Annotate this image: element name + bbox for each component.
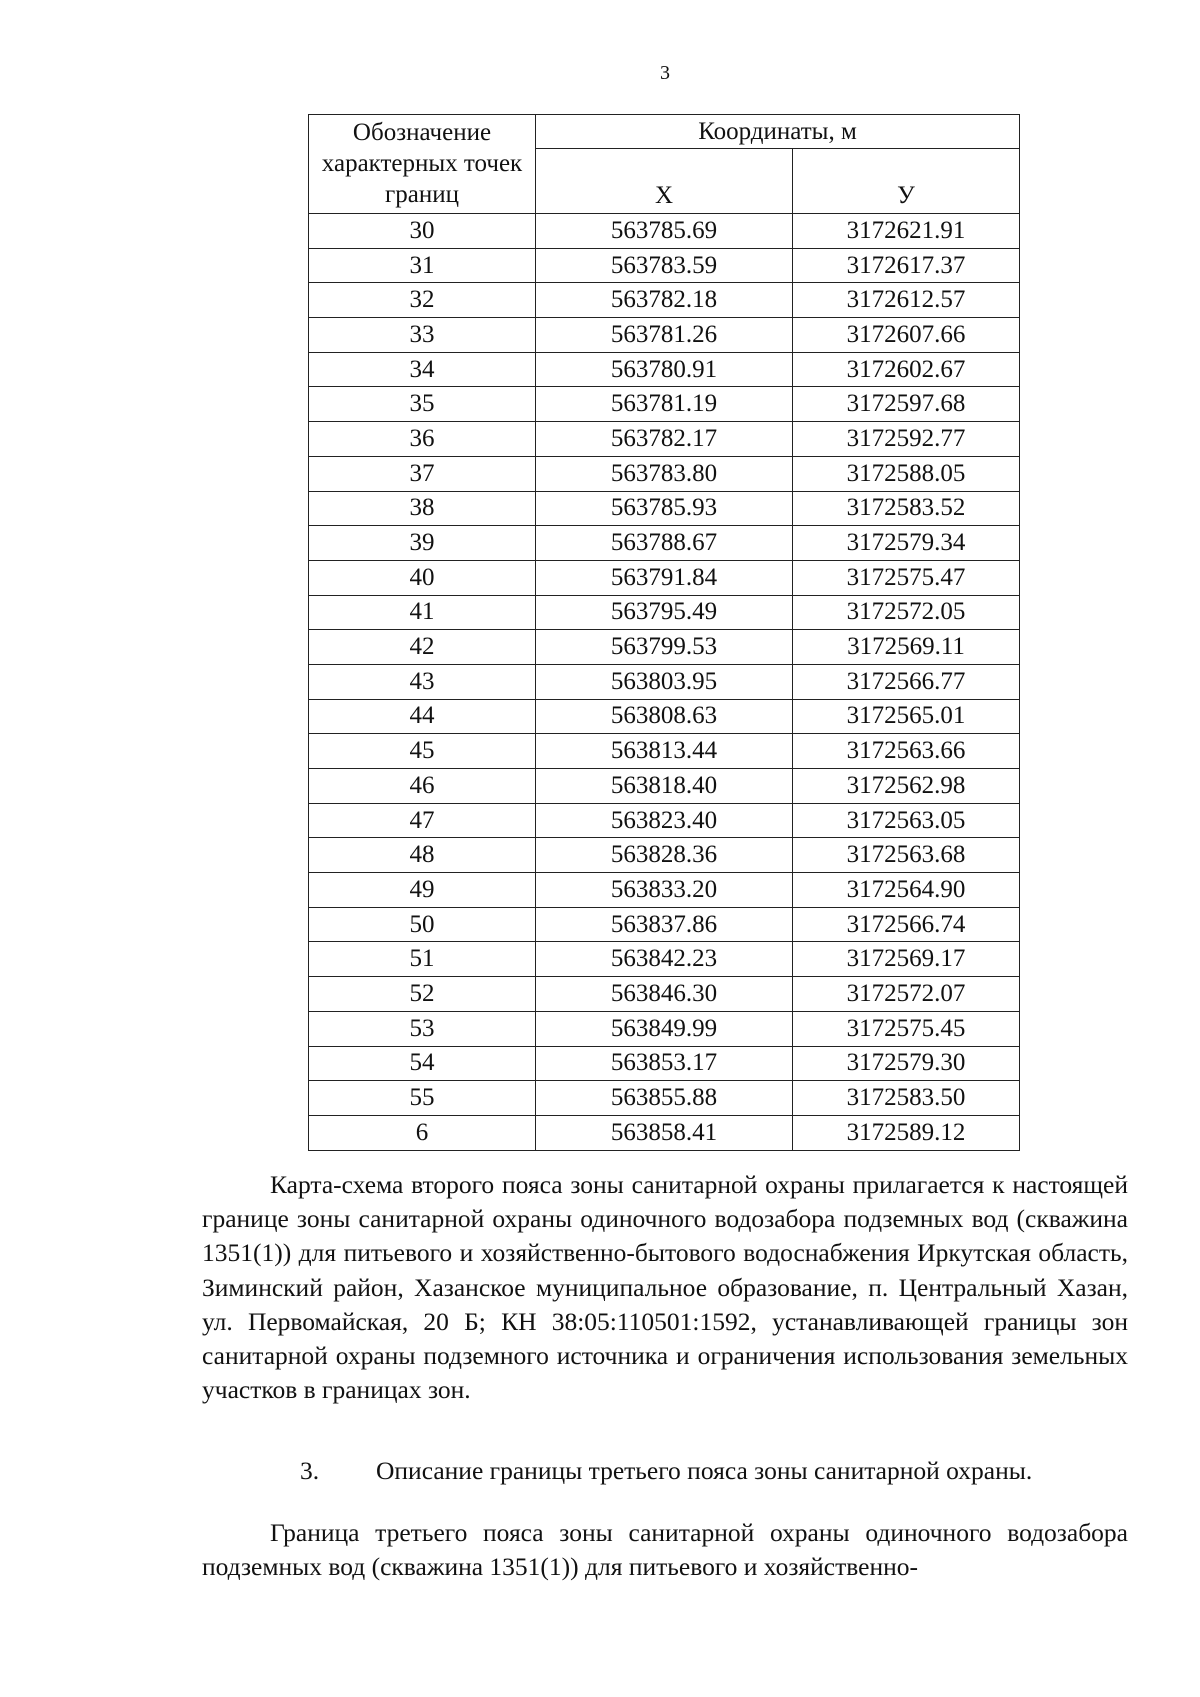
cell-x: 563782.18 — [536, 283, 793, 318]
table-row — [309, 873, 1020, 908]
table-row — [309, 734, 1020, 769]
table-row — [309, 630, 1020, 665]
cell-x: 563823.40 — [536, 803, 793, 838]
cell-point: 34 — [309, 352, 536, 387]
cell-point: 37 — [309, 456, 536, 491]
table-row — [309, 387, 1020, 422]
coordinates-table — [308, 114, 1020, 1151]
table-row — [309, 1081, 1020, 1116]
cell-x: 563853.17 — [536, 1046, 793, 1081]
cell-x: 563785.69 — [536, 214, 793, 249]
cell-x: 563803.95 — [536, 664, 793, 699]
table-row — [309, 214, 1020, 249]
cell-x: 563783.59 — [536, 248, 793, 283]
header-x: Х — [536, 149, 793, 214]
cell-y: 3172583.52 — [793, 491, 1020, 526]
cell-y: 3172564.90 — [793, 873, 1020, 908]
table-row — [309, 838, 1020, 873]
cell-x: 563858.41 — [536, 1115, 793, 1150]
cell-point: 41 — [309, 595, 536, 630]
cell-y: 3172597.68 — [793, 387, 1020, 422]
table-row — [309, 942, 1020, 977]
cell-point: 36 — [309, 422, 536, 457]
header-coordinates: Координаты, м — [536, 115, 1020, 149]
table-row — [309, 595, 1020, 630]
table-row — [309, 664, 1020, 699]
cell-point: 47 — [309, 803, 536, 838]
table-row — [309, 907, 1020, 942]
cell-point: 54 — [309, 1046, 536, 1081]
cell-x: 563846.30 — [536, 977, 793, 1012]
paragraph-text: Граница третьего пояса зоны санитарной охраны одиночного водозабора подземных вод (скважина 1351(1)) для питьевого и хозяйственно- — [202, 1518, 1128, 1582]
cell-point: 45 — [309, 734, 536, 769]
cell-x: 563837.86 — [536, 907, 793, 942]
cell-x: 563781.26 — [536, 318, 793, 353]
cell-x: 563808.63 — [536, 699, 793, 734]
cell-x: 563828.36 — [536, 838, 793, 873]
table-row — [309, 803, 1020, 838]
cell-y: 3172621.91 — [793, 214, 1020, 249]
paragraph-third-zone — [202, 1516, 1128, 1584]
cell-x: 563780.91 — [536, 352, 793, 387]
cell-y: 3172575.47 — [793, 560, 1020, 595]
cell-y: 3172617.37 — [793, 248, 1020, 283]
cell-x: 563818.40 — [536, 769, 793, 804]
cell-y: 3172569.17 — [793, 942, 1020, 977]
section-number: 3. — [300, 1456, 320, 1485]
table-row — [309, 422, 1020, 457]
page-number: 3 — [660, 62, 670, 84]
cell-y: 3172565.01 — [793, 699, 1020, 734]
cell-y: 3172562.98 — [793, 769, 1020, 804]
table-body — [309, 214, 1020, 1151]
cell-y: 3172563.05 — [793, 803, 1020, 838]
cell-y: 3172572.07 — [793, 977, 1020, 1012]
cell-x: 563781.19 — [536, 387, 793, 422]
cell-x: 563788.67 — [536, 526, 793, 561]
cell-point: 40 — [309, 560, 536, 595]
cell-y: 3172579.30 — [793, 1046, 1020, 1081]
paragraph-map-scheme — [202, 1168, 1128, 1407]
cell-y: 3172563.68 — [793, 838, 1020, 873]
cell-point: 6 — [309, 1115, 536, 1150]
cell-point: 53 — [309, 1011, 536, 1046]
cell-y: 3172579.34 — [793, 526, 1020, 561]
cell-point: 55 — [309, 1081, 536, 1116]
cell-x: 563783.80 — [536, 456, 793, 491]
table-row — [309, 248, 1020, 283]
cell-x: 563842.23 — [536, 942, 793, 977]
cell-point: 33 — [309, 318, 536, 353]
section-title: Описание границы третьего пояса зоны санитарной охраны. — [376, 1456, 1033, 1485]
cell-y: 3172575.45 — [793, 1011, 1020, 1046]
table-row — [309, 769, 1020, 804]
cell-x: 563813.44 — [536, 734, 793, 769]
table-row — [309, 526, 1020, 561]
table-row — [309, 352, 1020, 387]
table-row — [309, 977, 1020, 1012]
cell-y: 3172612.57 — [793, 283, 1020, 318]
cell-point: 46 — [309, 769, 536, 804]
table-row — [309, 1046, 1020, 1081]
cell-point: 52 — [309, 977, 536, 1012]
cell-y: 3172583.50 — [793, 1081, 1020, 1116]
header-y: У — [793, 149, 1020, 214]
cell-y: 3172569.11 — [793, 630, 1020, 665]
cell-x: 563833.20 — [536, 873, 793, 908]
table-row — [309, 491, 1020, 526]
cell-point: 42 — [309, 630, 536, 665]
cell-x: 563849.99 — [536, 1011, 793, 1046]
cell-y: 3172602.67 — [793, 352, 1020, 387]
cell-point: 35 — [309, 387, 536, 422]
cell-point: 51 — [309, 942, 536, 977]
cell-x: 563795.49 — [536, 595, 793, 630]
table-row — [309, 1115, 1020, 1150]
cell-point: 48 — [309, 838, 536, 873]
cell-point: 44 — [309, 699, 536, 734]
table-row — [309, 1011, 1020, 1046]
cell-point: 32 — [309, 283, 536, 318]
cell-y: 3172566.77 — [793, 664, 1020, 699]
table-row — [309, 318, 1020, 353]
cell-x: 563785.93 — [536, 491, 793, 526]
cell-point: 50 — [309, 907, 536, 942]
cell-point: 38 — [309, 491, 536, 526]
table-row — [309, 699, 1020, 734]
cell-point: 31 — [309, 248, 536, 283]
cell-point: 39 — [309, 526, 536, 561]
cell-point: 49 — [309, 873, 536, 908]
cell-y: 3172588.05 — [793, 456, 1020, 491]
table-row — [309, 283, 1020, 318]
cell-x: 563799.53 — [536, 630, 793, 665]
cell-y: 3172589.12 — [793, 1115, 1020, 1150]
cell-y: 3172607.66 — [793, 318, 1020, 353]
cell-y: 3172572.05 — [793, 595, 1020, 630]
cell-x: 563782.17 — [536, 422, 793, 457]
table-row — [309, 560, 1020, 595]
cell-y: 3172566.74 — [793, 907, 1020, 942]
cell-x: 563791.84 — [536, 560, 793, 595]
cell-y: 3172563.66 — [793, 734, 1020, 769]
cell-x: 563855.88 — [536, 1081, 793, 1116]
cell-point: 30 — [309, 214, 536, 249]
paragraph-text: Карта-схема второго пояса зоны санитарной охраны прилагается к настоящей границе зоны санитарной охраны одиночного водозабора подземных вод (скважина 1351(1)) для питьевого и хозяйственно-бытового водоснабжения Иркутская область, Зиминский район, Хазанское муниципальное образование, п. Центральный Хазан, ул. Первомайская, 20 Б; КН 38:05:110501:1592, устанавливающей границы зон санитарной охраны подземного источника и ограничения использования земельных участков в границах зон. — [202, 1170, 1128, 1405]
cell-y: 3172592.77 — [793, 422, 1020, 457]
cell-point: 43 — [309, 664, 536, 699]
header-point-label: Обозначение характерных точек границ — [309, 115, 536, 214]
table-row — [309, 456, 1020, 491]
